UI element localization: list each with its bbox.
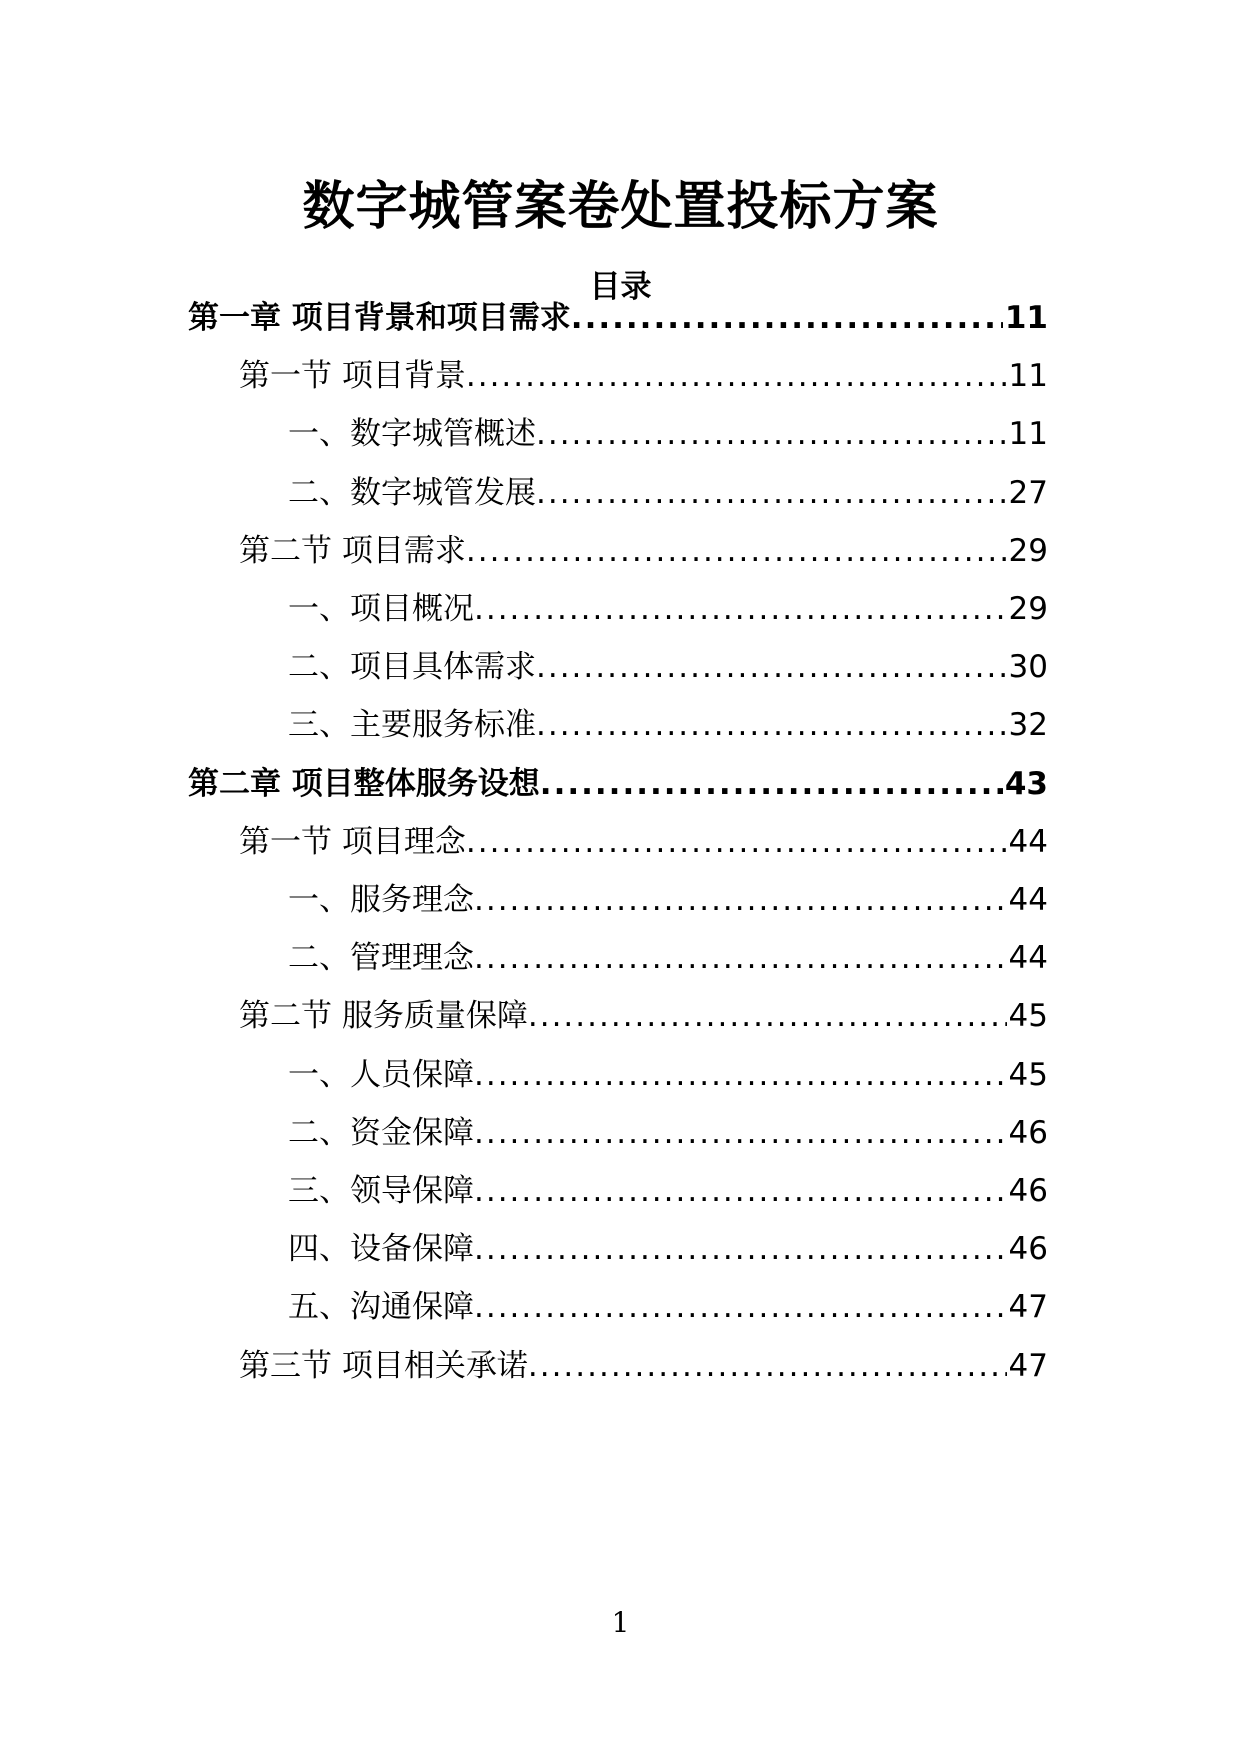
toc-entry-label: 第二节 项目需求 [239, 533, 466, 569]
toc-subsection-entry[interactable] [288, 1053, 1048, 1097]
toc-entry-label: 第三节 项目相关承诺 [239, 1348, 528, 1384]
toc-entry-page-number: 44 [1008, 824, 1048, 860]
toc-subsection-entry[interactable] [288, 1169, 1048, 1213]
toc-section-entry[interactable] [239, 529, 1048, 573]
toc-dot-leader [474, 1111, 1007, 1155]
toc-dot-leader [474, 1227, 1007, 1271]
toc-dot-leader [536, 471, 1007, 515]
toc-dot-leader [536, 412, 1007, 456]
toc-dot-leader [474, 1053, 1007, 1097]
toc-entry-page-number: 47 [1008, 1289, 1048, 1325]
toc-dot-leader [528, 1344, 1007, 1388]
toc-entry-page-number: 46 [1008, 1173, 1048, 1209]
toc-subsection-entry[interactable] [288, 471, 1048, 515]
toc-entry-label: 第一节 项目理念 [239, 824, 466, 860]
toc-section-entry[interactable] [239, 994, 1048, 1038]
toc-entry-page-number: 11 [1008, 358, 1048, 394]
toc-chapter-entry[interactable] [188, 762, 1048, 806]
toc-section-entry[interactable] [239, 354, 1048, 398]
toc-subsection-entry[interactable] [288, 703, 1048, 747]
toc-subsection-entry[interactable] [288, 1285, 1048, 1329]
toc-entry-page-number: 30 [1008, 649, 1048, 685]
toc-heading: 目录 [589, 269, 652, 305]
toc-dot-leader [474, 1285, 1007, 1329]
toc-entry-page-number: 11 [1004, 300, 1048, 336]
toc-section-entry[interactable] [239, 820, 1048, 864]
toc-dot-leader [540, 762, 1003, 806]
toc-entry-label: 一、人员保障 [288, 1057, 474, 1093]
toc-dot-leader [474, 936, 1007, 980]
toc-dot-leader [536, 703, 1007, 747]
toc-entry-page-number: 43 [1004, 766, 1048, 802]
toc-entry-label: 二、资金保障 [288, 1115, 474, 1151]
toc-entry-page-number: 44 [1008, 940, 1048, 976]
toc-subsection-entry[interactable] [288, 587, 1048, 631]
toc-subsection-entry[interactable] [288, 936, 1048, 980]
toc-entry-label: 三、领导保障 [288, 1173, 474, 1209]
toc-entry-page-number: 32 [1008, 707, 1048, 743]
toc-dot-leader [474, 1169, 1007, 1213]
toc-subsection-entry[interactable] [288, 412, 1048, 456]
toc-entry-page-number: 45 [1008, 1057, 1048, 1093]
toc-entry-page-number: 11 [1008, 416, 1048, 452]
toc-entry-page-number: 29 [1008, 591, 1048, 627]
toc-dot-leader [571, 296, 1003, 340]
toc-dot-leader [474, 587, 1007, 631]
toc-entry-label: 一、服务理念 [288, 882, 474, 918]
toc-entry-label: 二、管理理念 [288, 940, 474, 976]
toc-entry-page-number: 46 [1008, 1231, 1048, 1267]
toc-entry-label: 四、设备保障 [288, 1231, 474, 1267]
toc-dot-leader [466, 529, 1007, 573]
toc-subsection-entry[interactable] [288, 1227, 1048, 1271]
toc-entry-label: 第一节 项目背景 [239, 358, 466, 394]
toc-entry-label: 一、项目概况 [288, 591, 474, 627]
toc-subsection-entry[interactable] [288, 878, 1048, 922]
toc-entry-page-number: 46 [1008, 1115, 1048, 1151]
toc-dot-leader [466, 354, 1007, 398]
toc-entry-page-number: 44 [1008, 882, 1048, 918]
toc-entry-label: 二、项目具体需求 [288, 649, 536, 685]
toc-entry-label: 二、数字城管发展 [288, 475, 536, 511]
toc-subsection-entry[interactable] [288, 645, 1048, 689]
toc-entry-page-number: 29 [1008, 533, 1048, 569]
toc-dot-leader [536, 645, 1007, 689]
toc-entry-label: 第二节 服务质量保障 [239, 998, 528, 1034]
toc-dot-leader [528, 994, 1007, 1038]
toc-entry-label: 第二章 项目整体服务设想 [188, 766, 540, 802]
toc-chapter-entry[interactable] [188, 296, 1048, 340]
toc-dot-leader [466, 820, 1007, 864]
page-number: 1 [611, 1606, 630, 1639]
toc-entry-label: 三、主要服务标准 [288, 707, 536, 743]
toc-entry-label: 一、数字城管概述 [288, 416, 536, 452]
toc-entry-page-number: 47 [1008, 1348, 1048, 1384]
toc-dot-leader [474, 878, 1007, 922]
toc-section-entry[interactable] [239, 1344, 1048, 1388]
toc-entry-page-number: 45 [1008, 998, 1048, 1034]
toc-entry-label: 第一章 项目背景和项目需求 [188, 300, 571, 336]
document-title: 数字城管案卷处置投标方案 [302, 177, 939, 237]
toc-entry-page-number: 27 [1008, 475, 1048, 511]
toc-entry-label: 五、沟通保障 [288, 1289, 474, 1325]
toc-subsection-entry[interactable] [288, 1111, 1048, 1155]
